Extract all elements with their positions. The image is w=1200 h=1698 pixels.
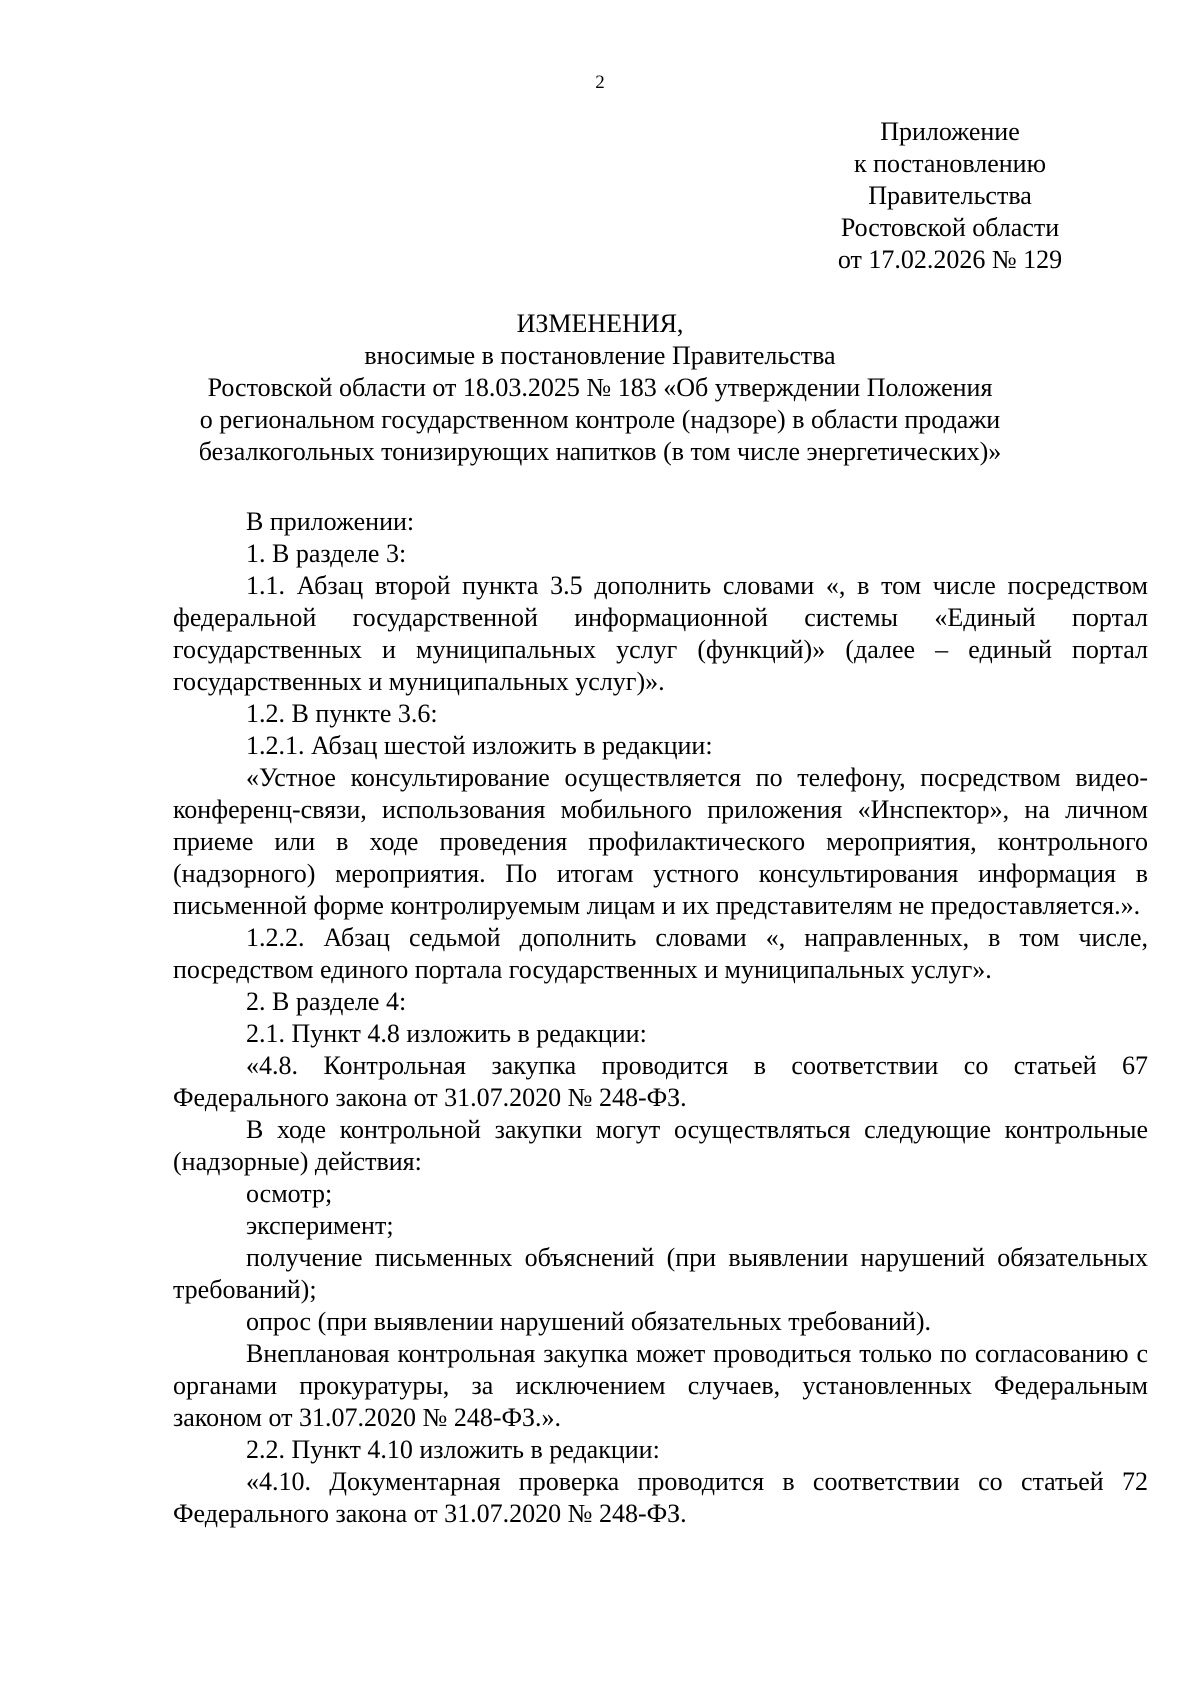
- title-heading: ИЗМЕНЕНИЯ,: [516, 309, 684, 338]
- title-line: Ростовской области от 18.03.2025 № 183 «Об утверждении Положения: [207, 373, 993, 402]
- appendix-line: Правительства: [868, 181, 1032, 210]
- page-number: 2: [595, 72, 605, 93]
- paragraph: получение письменных объяснений (при выявлении нарушений обязательных требований);: [173, 1243, 1148, 1304]
- appendix-line: Приложение: [880, 117, 1020, 146]
- paragraph: «4.10. Документарная проверка проводится в соответствии со статьей 72 Федерального закона от 31.07.2020 № 248-ФЗ.: [173, 1467, 1148, 1528]
- paragraph: 1. В разделе 3:: [246, 539, 407, 568]
- title-line: о региональном государственном контроле (надзоре) в области продажи: [199, 405, 1001, 434]
- document-title: [130, 308, 1070, 468]
- paragraph: «4.8. Контрольная закупка проводится в соответствии со статьей 67 Федерального закона от 31.07.2020 № 248-ФЗ.: [173, 1051, 1148, 1112]
- paragraph: В ходе контрольной закупки могут осуществляться следующие контрольные (надзорные) действия:: [173, 1115, 1148, 1176]
- paragraph: Внеплановая контрольная закупка может проводиться только по согласованию с органами прокуратуры, за исключением случаев, установленных Федеральным законом от 31.07.2020 № 248-ФЗ.».: [173, 1339, 1148, 1432]
- paragraph: 2.1. Пункт 4.8 изложить в редакции:: [246, 1019, 647, 1048]
- paragraph: 1.2.2. Абзац седьмой дополнить словами «, направленных, в том числе, посредством единого портала государственных и муниципальных услуг».: [173, 923, 1148, 984]
- paragraph: 1.2. В пункте 3.6:: [246, 699, 438, 728]
- document-body: [173, 506, 1148, 1530]
- paragraph: 1.2.1. Абзац шестой изложить в редакции:: [246, 731, 713, 760]
- paragraph: 2.2. Пункт 4.10 изложить в редакции:: [246, 1435, 660, 1464]
- title-line: безалкогольных тонизирующих напитков (в том числе энергетических)»: [198, 437, 1002, 466]
- paragraph: «Устное консультирование осуществляется по телефону, посредством видео-конференц-связи, использования мобильного приложения «Инспектор», на личном приеме или в ходе проведения профилактического мероприятия, контрольного (надзорного) мероприятия. По итогам устного консультирования информация в письменной форме контролируемым лицам и их представителям не предоставляется.».: [173, 763, 1148, 920]
- paragraph: опрос (при выявлении нарушений обязательных требований).: [246, 1307, 932, 1336]
- appendix-line: к постановлению: [853, 149, 1047, 178]
- paragraph: 1.1. Абзац второй пункта 3.5 дополнить словами «, в том числе посредством федеральной государственной информационной системы «Единый портал государственных и муниципальных услуг (функций)» (далее – единый портал государственных и муниципальных услуг)».: [173, 571, 1148, 696]
- paragraph: 2. В разделе 4:: [246, 987, 407, 1016]
- paragraph: эксперимент;: [246, 1211, 394, 1240]
- appendix-line: от 17.02.2026 № 129: [837, 245, 1063, 274]
- paragraph: В приложении:: [246, 507, 415, 536]
- appendix-header: [820, 116, 1080, 276]
- title-line: вносимые в постановление Правительства: [364, 341, 836, 370]
- paragraph: осмотр;: [246, 1179, 333, 1208]
- appendix-line: Ростовской области: [840, 213, 1060, 242]
